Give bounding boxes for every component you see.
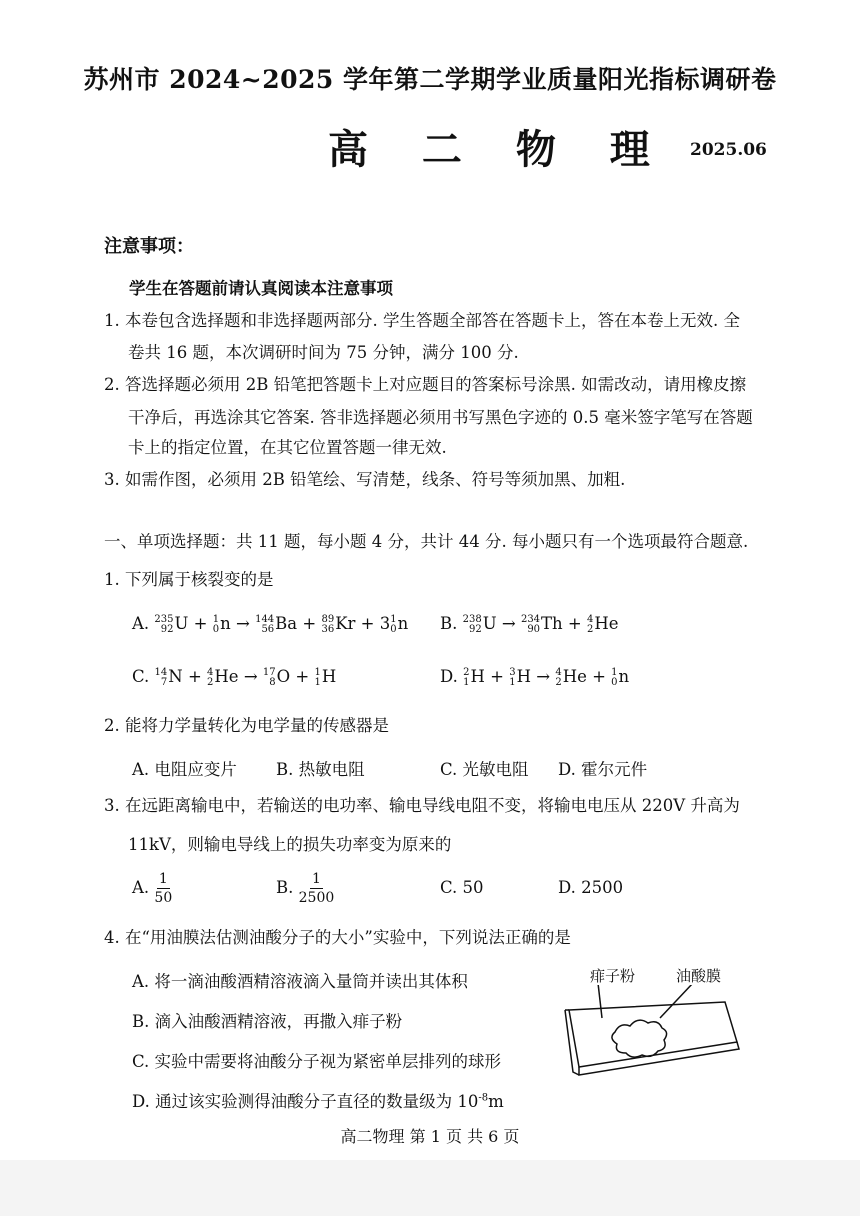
q1-stem: 1. 下列属于核裂变的是 [104, 570, 274, 589]
q3-a-fraction: $\frac{1}{50}$ [154, 871, 173, 906]
q1-option-a [132, 614, 408, 635]
q3-option-a [132, 870, 172, 907]
section-heading: 一、单项选择题：共 11 题，每小题 4 分，共计 44 分. 每小题只有一个选项最符合题意. [104, 532, 749, 551]
q1-option-b [440, 614, 619, 635]
page-footer: 高二物理 第 1 页 共 6 页 [340, 1127, 520, 1146]
notice-line-3: 2. 答选择题必须用 2B 铅笔把答题卡上对应题目的答案标号涂黑. 如需改动，请用橡皮擦 [104, 375, 747, 394]
oil-film-tray-figure [555, 985, 745, 1085]
figure-label-film: 油酸膜 [676, 967, 722, 985]
q4-d-text: D. 通过该实验测得油酸分子直径的数量级为 10 [132, 1092, 479, 1111]
q4-d-unit: m [488, 1092, 504, 1111]
q1-c-label: C. [132, 667, 150, 686]
notice-line-2: 卷共 16 题，本次调研时间为 75 分钟，满分 100 分. [128, 343, 519, 362]
q4-d-exponent: -8 [478, 1092, 489, 1104]
q1-a-label: A. [132, 614, 150, 633]
figure-label-powder: 痱子粉 [590, 967, 636, 985]
q4-option-d [132, 1088, 504, 1112]
notice-line-6: 3. 如需作图，必须用 2B 铅笔绘、写清楚，线条、符号等须加黑、加粗. [104, 470, 626, 489]
q2-option-a: A. 电阻应变片 [132, 760, 237, 779]
notice-intro: 学生在答题前请认真阅读本注意事项 [129, 279, 393, 298]
q1-d-label: D. [440, 667, 458, 686]
q1-option-c [132, 667, 336, 688]
q2-option-d: D. 霍尔元件 [558, 760, 648, 779]
q1-b-equation: 238 92 U → 234 90 Th + 4 2 He [462, 613, 619, 635]
notice-heading: 注意事项： [104, 236, 194, 257]
q1-c-equation: 14 7 N + 4 2 He → 17 8 O + 1 1 H [154, 666, 337, 688]
pointer-powder [598, 985, 602, 1018]
q3-option-c: C. 50 [440, 878, 484, 897]
q3-b-fraction: $\frac{1}{2500}$ [298, 871, 335, 906]
q3-option-b [276, 870, 334, 907]
q1-a-equation: 235 92 U + 1 0 n → 144 56 Ba + 89 36 Kr + 3 1 0 n [154, 613, 409, 635]
q1-b-label: B. [440, 614, 458, 633]
q4-option-c: C. 实验中需要将油酸分子视为紧密单层排列的球形 [132, 1052, 502, 1071]
q3-option-d: D. 2500 [558, 878, 624, 897]
q2-stem: 2. 能将力学量转化为电学量的传感器是 [104, 716, 389, 735]
tray-rim [569, 1002, 737, 1067]
notice-line-1: 1. 本卷包含选择题和非选择题两部分. 学生答题全部答在答题卡上，答在本卷上无效. 全 [104, 311, 740, 330]
q1-d-equation: 2 1 H + 3 1 H → 4 2 He + 1 0 n [463, 666, 630, 688]
q3-stem-line-2: 11kV，则输电导线上的损失功率变为原来的 [128, 835, 452, 854]
q3-a-label: A. [132, 878, 150, 897]
q3-stem-line-1: 3. 在远距离输电中，若输送的电功率、输电导线电阻不变，将输电电压从 220V 升高为 [104, 796, 740, 815]
q2-option-c: C. 光敏电阻 [440, 760, 529, 779]
q4-option-b: B. 滴入油酸酒精溶液，再撒入痱子粉 [132, 1012, 403, 1031]
oil-film [612, 1020, 667, 1057]
exam-title: 苏州市 2024~2025 学年第二学期学业质量阳光指标调研卷 [83, 65, 777, 94]
subject-title: 高 二 物 理 [328, 126, 670, 173]
exam-date: 2025.06 [690, 140, 767, 160]
q4-stem: 4. 在“用油膜法估测油酸分子的大小”实验中，下列说法正确的是 [104, 928, 571, 947]
notice-line-4: 干净后，再选涂其它答案. 答非选择题必须用书写黑色字迹的 0.5 毫米签字笔写在答题 [128, 408, 753, 427]
q2-option-b: B. 热敏电阻 [276, 760, 365, 779]
q3-b-label: B. [276, 878, 294, 897]
q4-option-a: A. 将一滴油酸酒精溶液滴入量筒并读出其体积 [132, 972, 468, 991]
pointer-film [660, 985, 693, 1018]
q1-option-d [440, 667, 629, 688]
notice-line-5: 卡上的指定位置，在其它位置答题一律无效. [128, 438, 447, 457]
